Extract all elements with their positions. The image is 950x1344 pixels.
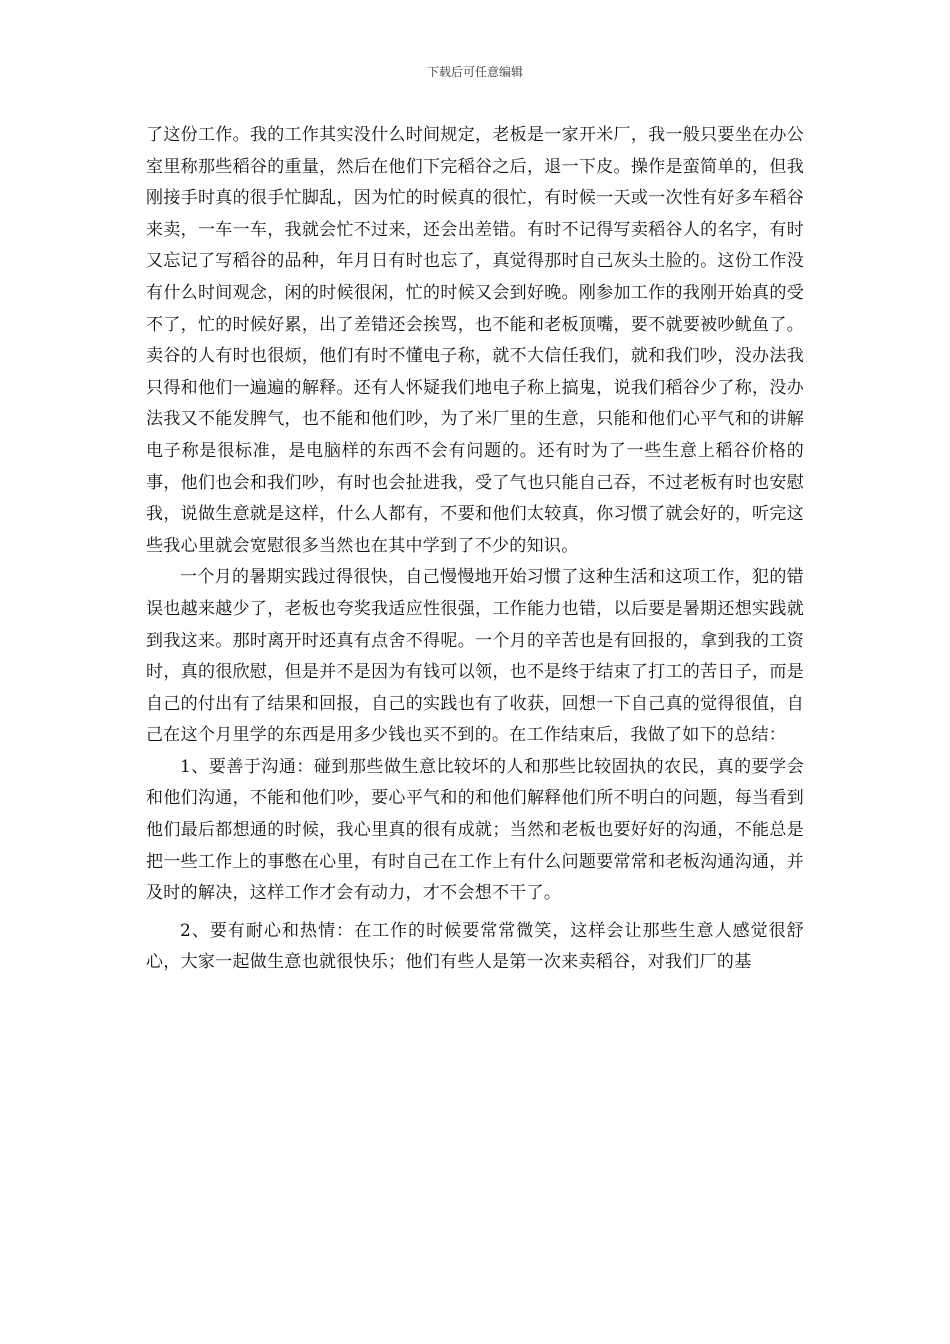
paragraph-summary-intro: 一个月的暑期实践过得很快，自己慢慢地开始习惯了这种生活和这项工作，犯的错误也越来越少了，老板也夸奖我适应性很强，工作能力也错，以后要是暑期还想实践就到我这来。那时离开时还真有点舍不得呢。一个月的辛苦也是有回报的，拿到我的工资时，真的很欣慰，但是并不是因为有钱可以领，也不是终于结束了打工的苦日子，而是自己的付出有了结果和回报，自己的实践也有了收获，回想一下自己真的觉得很值，自己在这个月里学的东西是用多少钱也买不到的。在工作结束后，我做了如下的总结： — [146, 567, 804, 746]
paragraph-point-communication: 1、要善于沟通：碰到那些做生意比较坏的人和那些比较固执的农民，真的要学会和他们沟通，不能和他们吵，要心平气和的和他们解释他们所不明白的问题，每当看到他们最后都想通的时候，我心里真的很有成就；当然和老板也要好好的沟通，不能总是把一些工作上的事憋在心里，有时自己在工作上有什么问题要常常和老板沟通沟通，并及时的解决，这样工作才会有动力，才不会想不干了。 — [146, 756, 804, 904]
page-header: 下载后可任意编辑 — [426, 65, 523, 79]
paragraph-work-description: 了这份工作。我的工作其实没什么时间规定，老板是一家开米厂，我一般只要坐在办公室里称那些稻谷的重量，然后在他们下完稻谷之后，退一下皮。操作是蛮简单的，但我刚接手时真的很手忙脚乱，因为忙的时候真的很忙，有时候一天或一次性有好多车稻谷来卖，一车一车，我就会忙不过来，还会出差错。有时不记得写卖稻谷人的名字，有时又忘记了写稻谷的品种，年月日有时也忘了，真觉得那时自己灰头土脸的。这份工作没有什么时间观念，闲的时候很闲，忙的时候又会到好晚。刚参加工作的我刚开始真的受不了，忙的时候好累，出了差错还会挨骂，也不能和老板顶嘴，要不就要被吵鱿鱼了。卖谷的人有时也很烦，他们有时不懂电子称，就不大信任我们，就和我们吵，没办法我只得和他们一遍遍的解释。还有人怀疑我们地电子称上搞鬼，说我们稻谷少了称，没办法我又不能发脾气，也不能和他们吵，为了米厂里的生意，只能和他们心平气和的讲解电子称是很标准，是电脑样的东西不会有问题的。还有时为了一些生意上稻谷价格的事，他们也会和我们吵，有时也会扯进我，受了气也只能自己吞，不过老板有时也安慰我，说做生意就是这样，什么人都有，不要和他们太较真，你习惯了就会好的，听完这些我心里就会宽慰很多当然也在其中学到了不少的知识。 — [146, 125, 804, 556]
document-body — [146, 120, 804, 979]
paragraph-point-patience: 2、要有耐心和热情：在工作的时候要常常微笑，这样会让那些生意人感觉很舒心，大家一起做生意也就很快乐；他们有些人是第一次来卖稻谷，对我们厂的基 — [146, 920, 804, 973]
